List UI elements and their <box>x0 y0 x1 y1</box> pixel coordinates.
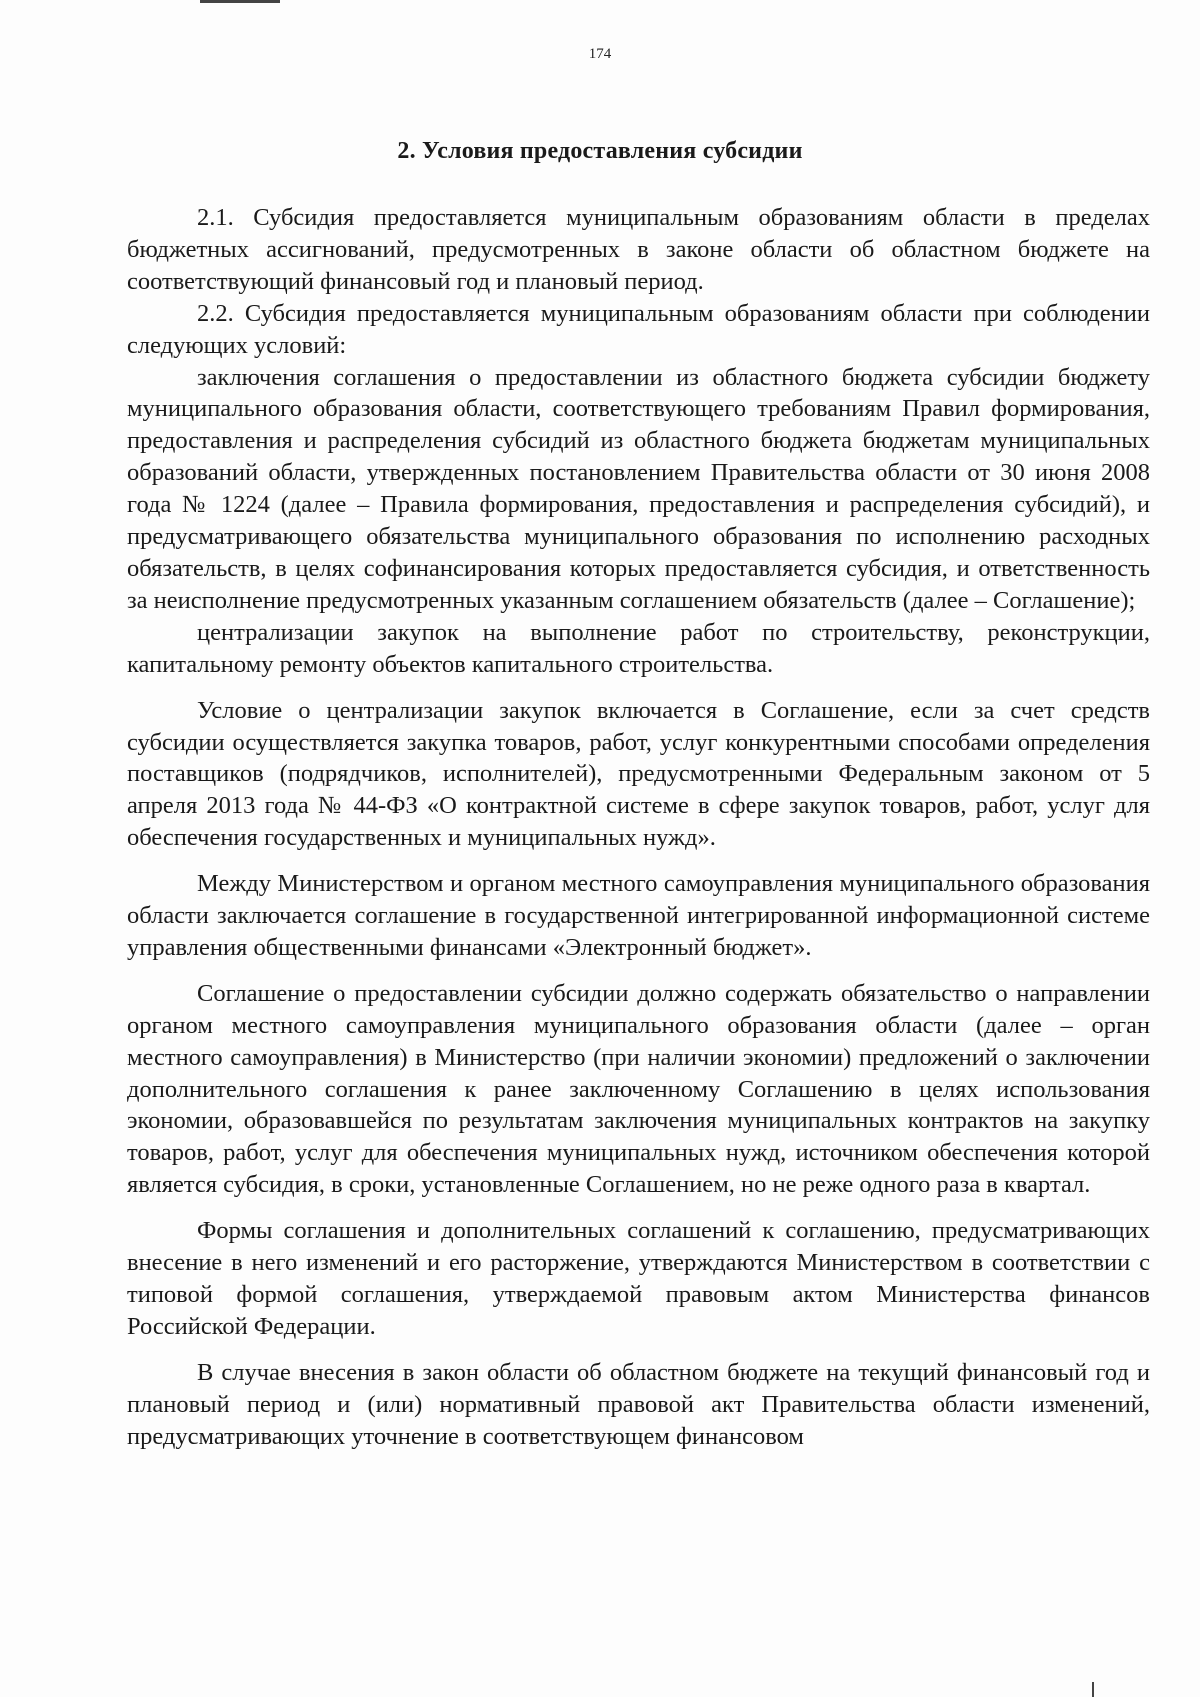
scan-artifact-top <box>200 0 280 3</box>
paragraph-centralization-clause: Условие о централизации закупок включается в Соглашение, если за счет средств субсидии осуществляется закупка товаров, работ, услуг конкурентными способами определения поставщиков (подрядчиков, исполнителей), предусмотренными Федеральным законом от 5 апреля 2013 года № 44-ФЗ «О контрактной системе в сфере закупок товаров, работ, услуг для обеспечения государственных и муниципальных нужд». <box>127 696 1150 852</box>
paragraph-condition-centralization: централизации закупок на выполнение работ по строительству, реконструкции, капитальному ремонту объектов капитального строительства. <box>127 618 1150 678</box>
scan-artifact-bottom <box>1092 1682 1094 1697</box>
paragraph-savings-obligation: Соглашение о предоставлении субсидии должно содержать обязательство о направлении органом местного самоуправления муниципального образования области (далее – орган местного самоуправления) в Министерство (при наличии экономии) предложений о заключении дополнительного соглашения к ранее заключенному Соглашению в целях использования экономии, образовавшейся по результатам заключения муниципальных контрактов на закупку товаров, работ, услуг для обеспечения муниципальных нужд, источником обеспечения которой является субсидия, в сроки, установленные Соглашением, но не реже одного раза в квартал. <box>127 979 1150 1199</box>
paragraph-2-2: 2.2. Субсидия предоставляется муниципальным образованиям области при соблюдении следующих условий: <box>127 299 1150 359</box>
paragraph-2-1: 2.1. Субсидия предоставляется муниципальным образованиям области в пределах бюджетных ассигнований, предусмотренных в законе области об областном бюджете на соответствующий финансовый год и плановый период. <box>127 204 1150 295</box>
section-title: 2. Условия предоставления субсидии <box>397 138 803 164</box>
page-number: 174 <box>588 46 612 62</box>
paragraph-budget-changes: В случае внесения в закон области об областном бюджете на текущий финансовый год и плановый период и (или) нормативный правовой акт Правительства области изменений, предусматривающих уточнение в соответствующем финансовом <box>127 1358 1150 1450</box>
body-text <box>127 202 1150 1453</box>
paragraph-agreement-forms: Формы соглашения и дополнительных соглашений к соглашению, предусматривающих внесение в него изменений и его расторжение, утверждаются Министерством в соответствии с типовой формой соглашения, утверждаемой правовым актом Министерства финансов Российской Федерации. <box>127 1217 1150 1340</box>
paragraph-electronic-budget: Между Министерством и органом местного самоуправления муниципального образования области заключается соглашение в государственной интегрированной информационной системе управления общественными финансами «Электронный бюджет». <box>127 870 1150 961</box>
paragraph-condition-agreement: заключения соглашения о предоставлении из областного бюджета субсидии бюджету муниципального образования области, соответствующего требованиям Правил формирования, предоставления и распределения субсидий из областного бюджета бюджетам муниципальных образований области, утвержденных постановлением Правительства области от 30 июня 2008 года № 1224 (далее – Правила формирования, предоставления и распределения субсидий), и предусматривающего обязательства муниципального образования по исполнению расходных обязательств, в целях софинансирования которых предоставляется субсидия, и ответственность за неисполнение предусмотренных указанным соглашением обязательств (далее – Соглашение); <box>127 363 1150 614</box>
